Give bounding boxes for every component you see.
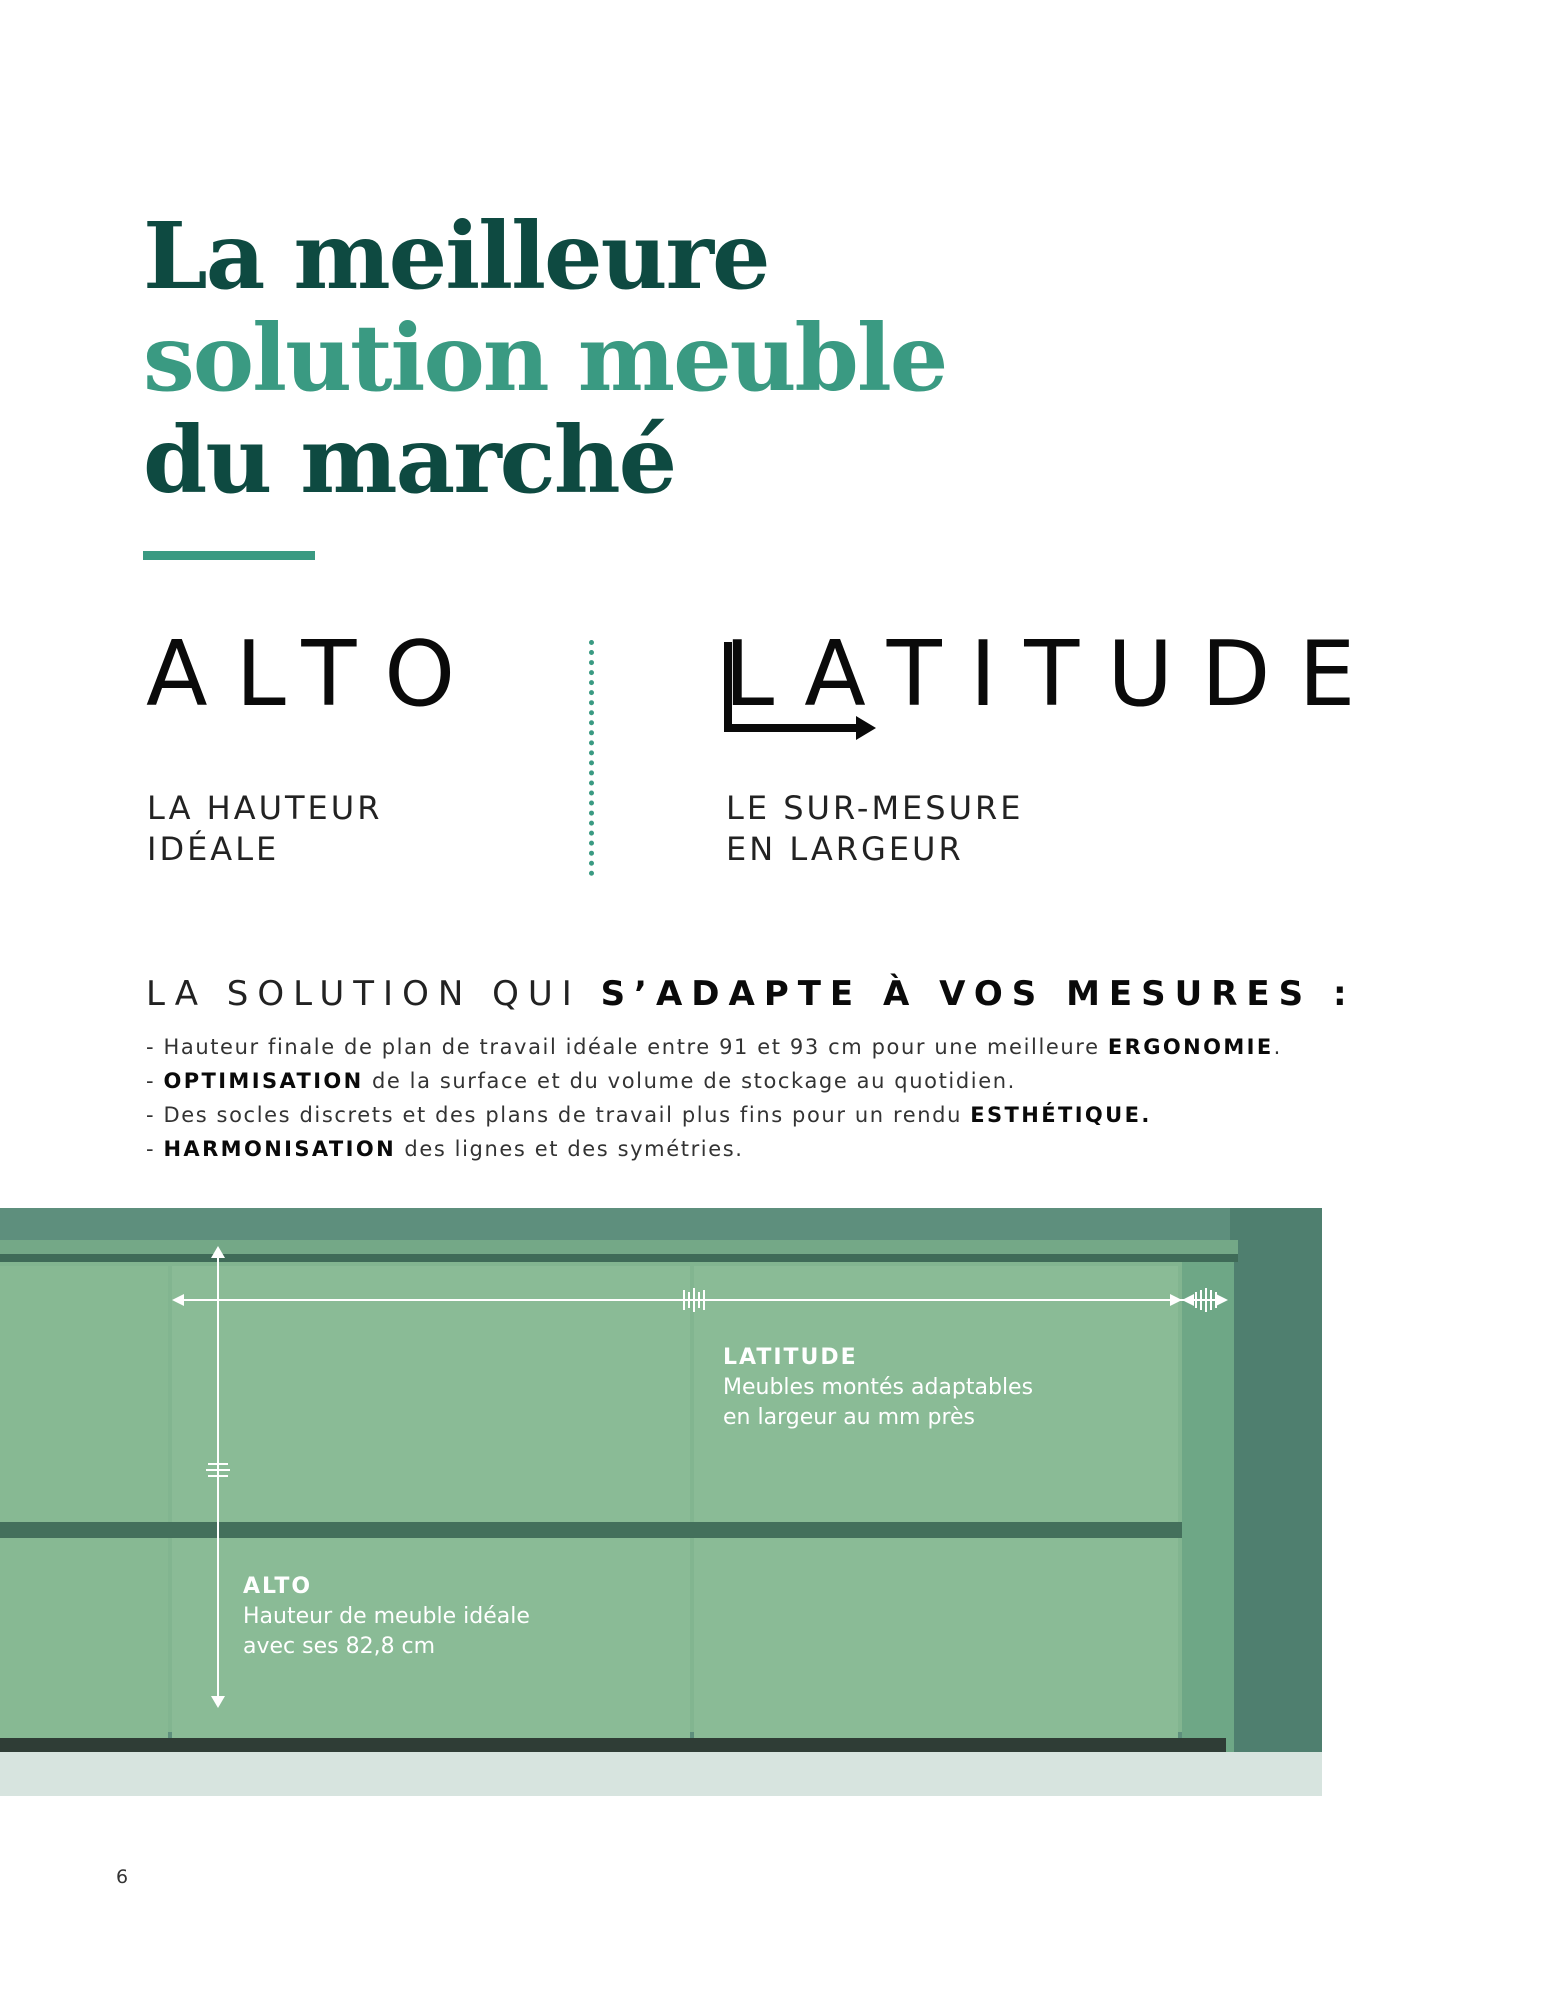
alto-photo-line-1: Hauteur de meuble idéale — [243, 1604, 530, 1629]
title-underline — [143, 551, 315, 560]
latitude-photo-title: LATITUDE — [723, 1345, 858, 1370]
list-item-text: - — [146, 1137, 164, 1161]
benefits-list — [146, 1030, 1282, 1166]
list-item-bold: HARMONISATION — [163, 1137, 397, 1161]
alto-photo-title: ALTO — [243, 1574, 313, 1599]
alto-tagline — [147, 788, 382, 870]
alto-tagline-line-1: LA HAUTEUR — [147, 789, 383, 827]
latitude-tagline-line-2: EN LARGEUR — [726, 830, 964, 868]
latitude-logo: LATITUDE — [724, 622, 1384, 727]
page-title — [143, 202, 947, 514]
latitude-photo-line-1: Meubles montés adaptables — [723, 1375, 1034, 1400]
title-line-3: du marché — [143, 406, 676, 514]
section-heading-bold: S’ADAPTE À VOS MESURES : — [600, 974, 1356, 1014]
page-number: 6 — [116, 1866, 129, 1888]
alto-tagline-line-2: IDÉALE — [147, 830, 280, 868]
title-line-1: La meilleure — [143, 202, 769, 310]
list-item-bold: OPTIMISATION — [163, 1069, 364, 1093]
list-item-text: de la surface et du volume de stockage au quotidien. — [363, 1069, 1016, 1093]
list-item-text: - — [146, 1069, 164, 1093]
list-item-text: . — [1273, 1035, 1282, 1059]
list-item — [146, 1064, 1282, 1098]
latitude-tagline-line-1: LE SUR-MESURE — [726, 789, 1024, 827]
latitude-tagline — [726, 788, 1023, 870]
list-item — [146, 1132, 1282, 1166]
alto-photo-line-2: avec ses 82,8 cm — [243, 1634, 436, 1659]
list-item — [146, 1030, 1282, 1064]
alto-photo-label — [243, 1572, 530, 1662]
dotted-separator — [589, 640, 594, 876]
alto-logo: ALTO — [146, 622, 484, 727]
cabinet-drawing — [0, 1208, 1322, 1796]
list-item-text: des lignes et des symétries. — [396, 1137, 744, 1161]
latitude-photo-label — [723, 1343, 1033, 1433]
latitude-photo-line-2: en largeur au mm près — [723, 1405, 976, 1430]
section-heading-light: LA SOLUTION QUI — [146, 974, 601, 1014]
list-item-bold: ESTHÉTIQUE. — [970, 1103, 1152, 1127]
list-item-text: - Hauteur finale de plan de travail idéale entre 91 et 93 cm pour une meilleure — [146, 1035, 1108, 1059]
list-item — [146, 1098, 1282, 1132]
section-heading — [146, 974, 1356, 1014]
list-item-text: - Des socles discrets et des plans de travail plus fins pour un rendu — [146, 1103, 971, 1127]
title-line-2: solution meuble — [143, 304, 947, 412]
list-item-bold: ERGONOMIE — [1107, 1035, 1274, 1059]
kitchen-cabinet-illustration — [0, 1208, 1322, 1796]
